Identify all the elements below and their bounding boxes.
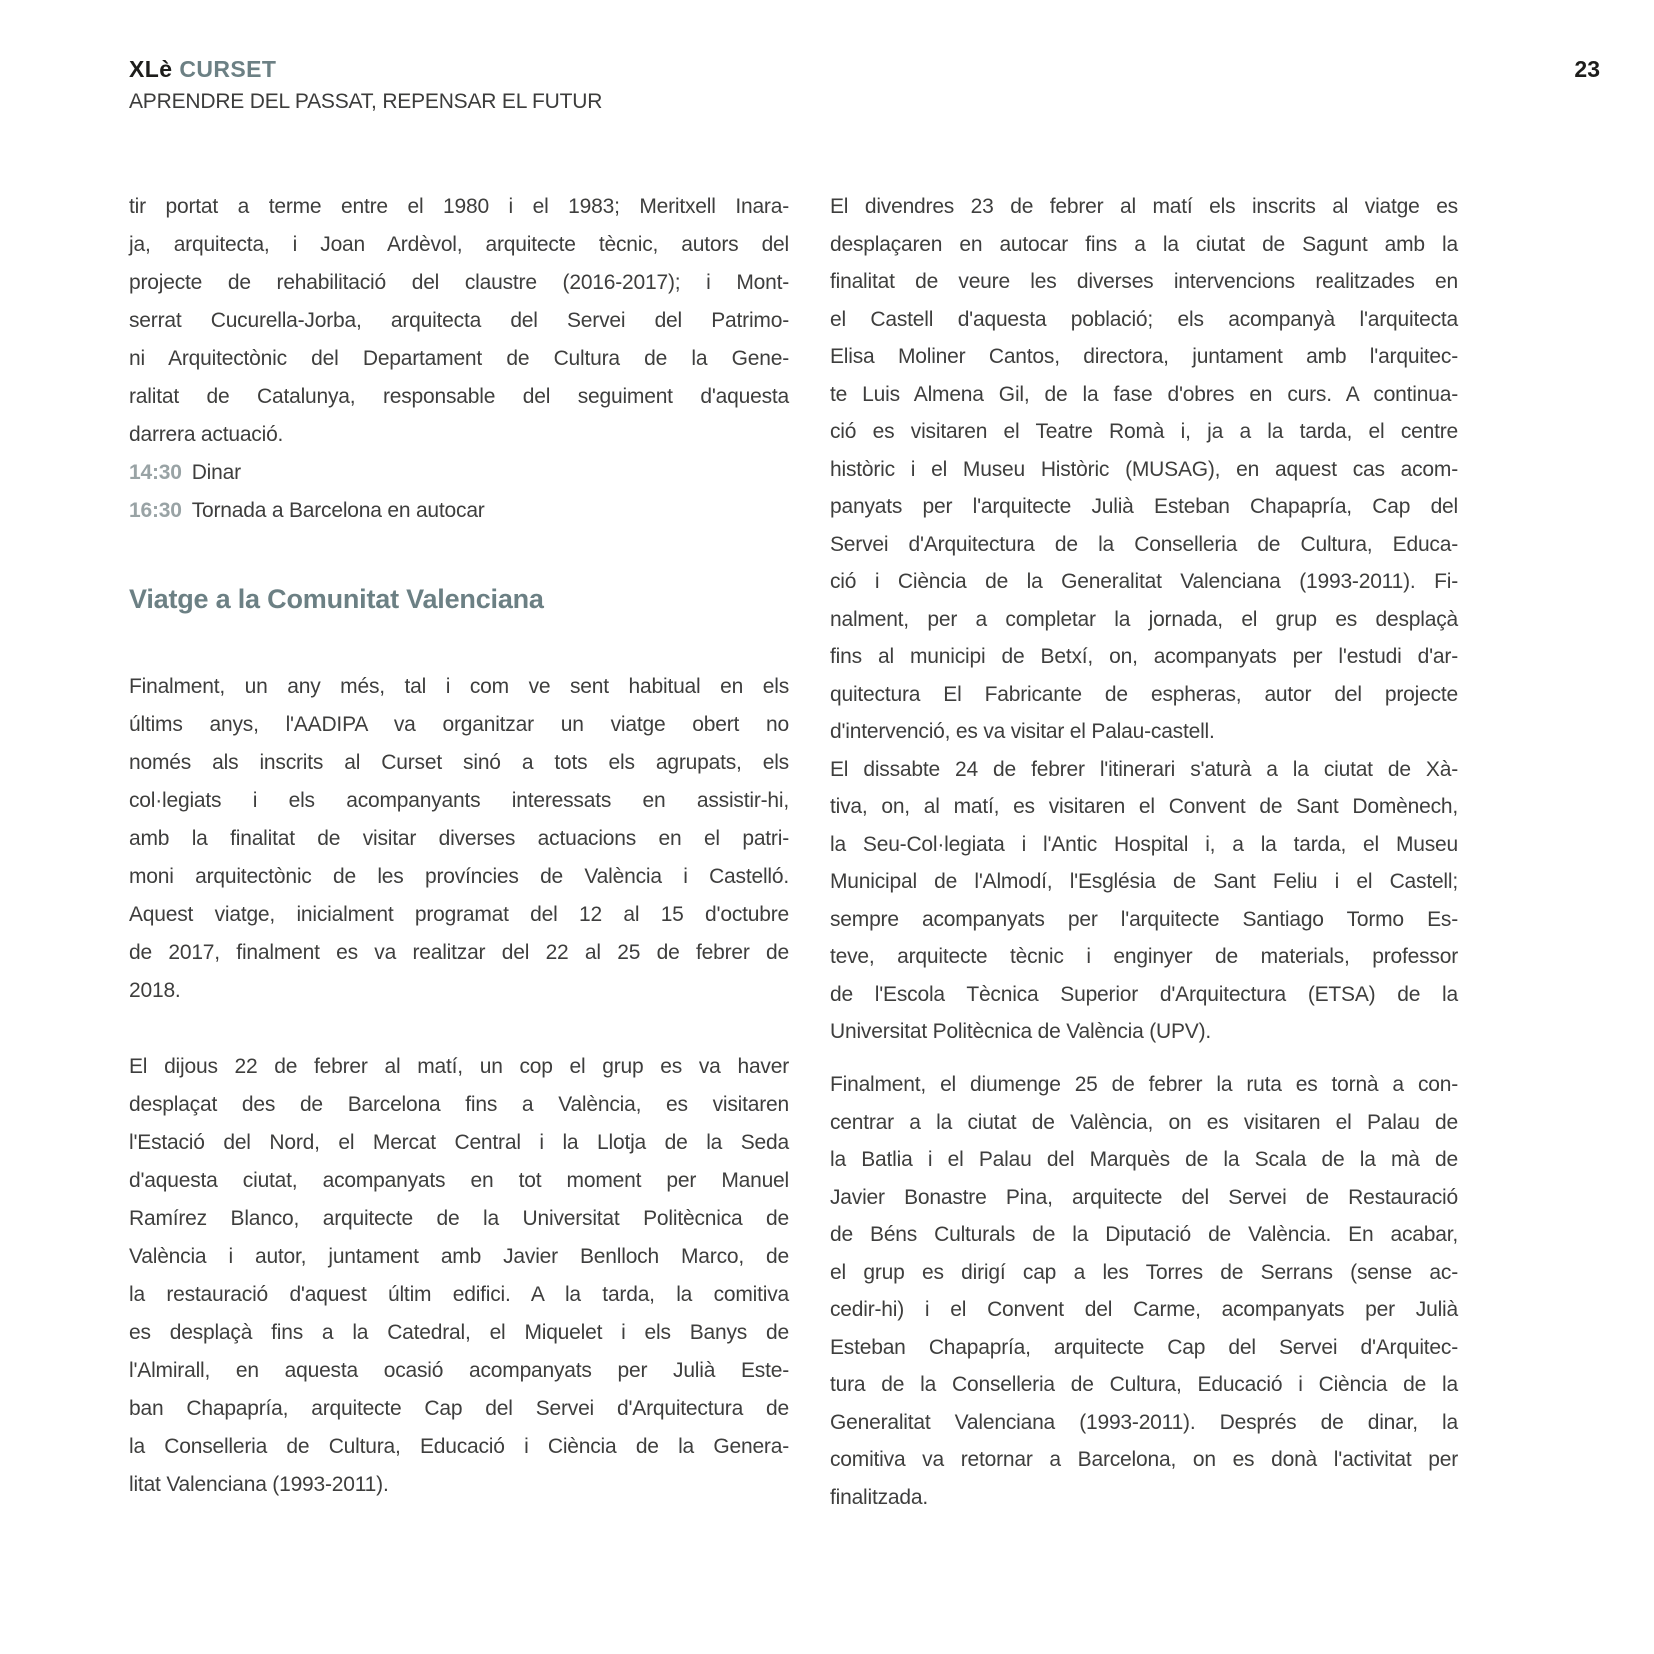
text-line: ban Chapapría, arquitecte Cap del Servei d'Arquitectura de	[129, 1397, 789, 1420]
text-line: tir portat a terme entre el 1980 i el 1983; Meritxell Inara-	[129, 195, 789, 218]
text-line: de 2017, finalment es va realitzar del 22 al 25 de febrer de	[129, 941, 789, 964]
page-header	[129, 56, 602, 114]
course-series: XLè	[129, 56, 173, 82]
text-line: El dissabte 24 de febrer l'itinerari s'aturà a la ciutat de Xà-	[830, 757, 1458, 781]
text-line: Servei d'Arquitectura de la Conselleria de Cultura, Educa-	[830, 532, 1458, 556]
text-line: projecte de rehabilitació del claustre (2016-2017); i Mont-	[129, 271, 789, 294]
text-line: fins al municipi de Betxí, on, acompanyats per l'estudi d'ar-	[830, 645, 1458, 668]
text-line: ció es visitaren el Teatre Romà i, ja a la tarda, el centre	[830, 420, 1458, 443]
course-series-suffix: CURSET	[179, 56, 277, 82]
text-line: Finalment, el diumenge 25 de febrer la ruta es tornà a con-	[830, 1073, 1458, 1096]
text-line: 2018.	[129, 979, 181, 1002]
text-line: la Batlia i el Palau del Marquès de la Scala de la mà de	[830, 1148, 1458, 1171]
left-paragraph-1	[129, 188, 789, 454]
text-line: desplaçat des de Barcelona fins a València, es visitaren	[129, 1093, 789, 1116]
text-line: El dijous 22 de febrer al matí, un cop el grup es va haver	[129, 1055, 789, 1078]
text-line: l'Almirall, en aquesta ocasió acompanyats per Julià Este-	[129, 1359, 789, 1382]
left-paragraph-2	[129, 668, 789, 1010]
text-line: la Seu-Col·legiata i l'Antic Hospital i, a la tarda, el Museu	[830, 832, 1458, 856]
text-line: de l'Escola Tècnica Superior d'Arquitectura (ETSA) de la	[830, 982, 1458, 1006]
text-line: serrat Cucurella-Jorba, arquitecta del Servei del Patrimo-	[129, 309, 789, 332]
text-line: desplaçaren en autocar fins a la ciutat de Sagunt amb la	[830, 232, 1458, 256]
text-line: amb la finalitat de visitar diverses actuacions en el patri-	[129, 827, 789, 850]
schedule-time: 16:30	[129, 499, 182, 522]
text-line: històric i el Museu Històric (MUSAG), en aquest cas acom-	[830, 457, 1458, 481]
text-line: cedir-hi) i el Convent del Carme, acompanyats per Julià	[830, 1298, 1458, 1321]
section-heading: Viatge a la Comunitat Valenciana	[129, 584, 544, 614]
text-line: teve, arquitecte tècnic i enginyer de materials, professor	[830, 945, 1458, 968]
course-subtitle: APRENDRE DEL PASSAT, REPENSAR EL FUTUR	[129, 90, 603, 113]
text-line: ralitat de Catalunya, responsable del seguiment d'aquesta	[129, 385, 789, 408]
text-line: centrar a la ciutat de València, on es visitaren el Palau de	[830, 1110, 1458, 1134]
text-line: ni Arquitectònic del Departament de Cultura de la Gene-	[129, 347, 789, 370]
text-line: de Béns Culturals de la Diputació de València. En acabar,	[830, 1223, 1458, 1246]
text-line: Finalment, un any més, tal i com ve sent habitual en els	[129, 675, 789, 698]
text-line: litat Valenciana (1993-2011).	[129, 1473, 389, 1496]
schedule-item	[129, 492, 789, 530]
text-line: Esteban Chapapría, arquitecte Cap del Servei d'Arquitec-	[830, 1335, 1458, 1359]
text-line: panyats per l'arquitecte Julià Esteban Chapapría, Cap del	[830, 495, 1458, 518]
text-line: sempre acompanyats per l'arquitecte Santiago Tormo Es-	[830, 907, 1458, 931]
text-line: la restauració d'aquest últim edifici. A la tarda, la comitiva	[129, 1283, 789, 1306]
text-line: Generalitat Valenciana (1993-2011). Després de dinar, la	[830, 1410, 1458, 1434]
text-line: Ramírez Blanco, arquitecte de la Universitat Politècnica de	[129, 1207, 789, 1230]
text-line: col·legiats i els acompanyants interessats en assistir-hi,	[129, 789, 789, 812]
text-line: d'aquesta ciutat, acompanyats en tot moment per Manuel	[129, 1169, 789, 1192]
text-line: Elisa Moliner Cantos, directora, juntament amb l'arquitec-	[830, 345, 1458, 368]
text-line: Universitat Politècnica de València (UPV).	[830, 1020, 1212, 1043]
schedule-item	[129, 454, 789, 492]
text-line: tiva, on, al matí, es visitaren el Convent de Sant Domènech,	[830, 795, 1458, 818]
course-title	[129, 56, 602, 83]
text-line: últims anys, l'AADIPA va organitzar un viatge obert no	[129, 713, 789, 736]
text-line: te Luis Almena Gil, de la fase d'obres en curs. A continua-	[830, 382, 1458, 406]
text-line: comitiva va retornar a Barcelona, on es donà l'activitat per	[830, 1448, 1458, 1471]
text-line: Municipal de l'Almodí, l'Església de Sant Feliu i el Castell;	[830, 870, 1458, 893]
text-line: Javier Bonastre Pina, arquitecte del Servei de Restauració	[830, 1185, 1458, 1209]
left-paragraph-3	[129, 1048, 789, 1504]
text-line: ció i Ciència de la Generalitat Valenciana (1993-2011). Fi-	[830, 570, 1458, 593]
schedule-time: 14:30	[129, 461, 182, 484]
text-line: només als inscrits al Curset sinó a tots els agrupats, els	[129, 751, 789, 774]
schedule-label: Dinar	[191, 461, 241, 484]
text-line: València i autor, juntament amb Javier Benlloch Marco, de	[129, 1245, 789, 1268]
text-line: la Conselleria de Cultura, Educació i Ciència de la Genera-	[129, 1435, 789, 1458]
text-line: l'Estació del Nord, el Mercat Central i la Llotja de la Seda	[129, 1131, 789, 1154]
text-line: nalment, per a completar la jornada, el grup es desplaçà	[830, 607, 1458, 631]
schedule-list	[129, 454, 789, 530]
text-line: quitectura El Fabricante de espheras, autor del projecte	[830, 682, 1458, 706]
text-line: ja, arquitecta, i Joan Ardèvol, arquitecte tècnic, autors del	[129, 233, 789, 256]
text-line: El divendres 23 de febrer al matí els inscrits al viatge es	[830, 195, 1458, 218]
text-line: el Castell d'aquesta població; els acompanyà l'arquitecta	[830, 307, 1458, 331]
text-line: finalitzada.	[830, 1485, 928, 1509]
right-paragraph-2	[830, 1066, 1458, 1516]
text-line: d'intervenció, es va visitar el Palau-castell.	[830, 720, 1215, 743]
schedule-label: Tornada a Barcelona en autocar	[191, 499, 485, 522]
text-line: moni arquitectònic de les províncies de València i Castelló.	[129, 865, 789, 888]
text-line: darrera actuació.	[129, 423, 284, 446]
right-paragraph-1	[830, 188, 1458, 1051]
text-line: es desplaçà fins a la Catedral, el Miquelet i els Banys de	[129, 1321, 789, 1344]
text-line: tura de la Conselleria de Cultura, Educació i Ciència de la	[830, 1373, 1458, 1396]
page-number: 23	[1574, 56, 1600, 82]
text-line: Aquest viatge, inicialment programat del 12 al 15 d'octubre	[129, 903, 789, 926]
text-line: el grup es dirigí cap a les Torres de Serrans (sense ac-	[830, 1260, 1458, 1284]
text-line: finalitat de veure les diverses intervencions realitzades en	[830, 270, 1458, 293]
